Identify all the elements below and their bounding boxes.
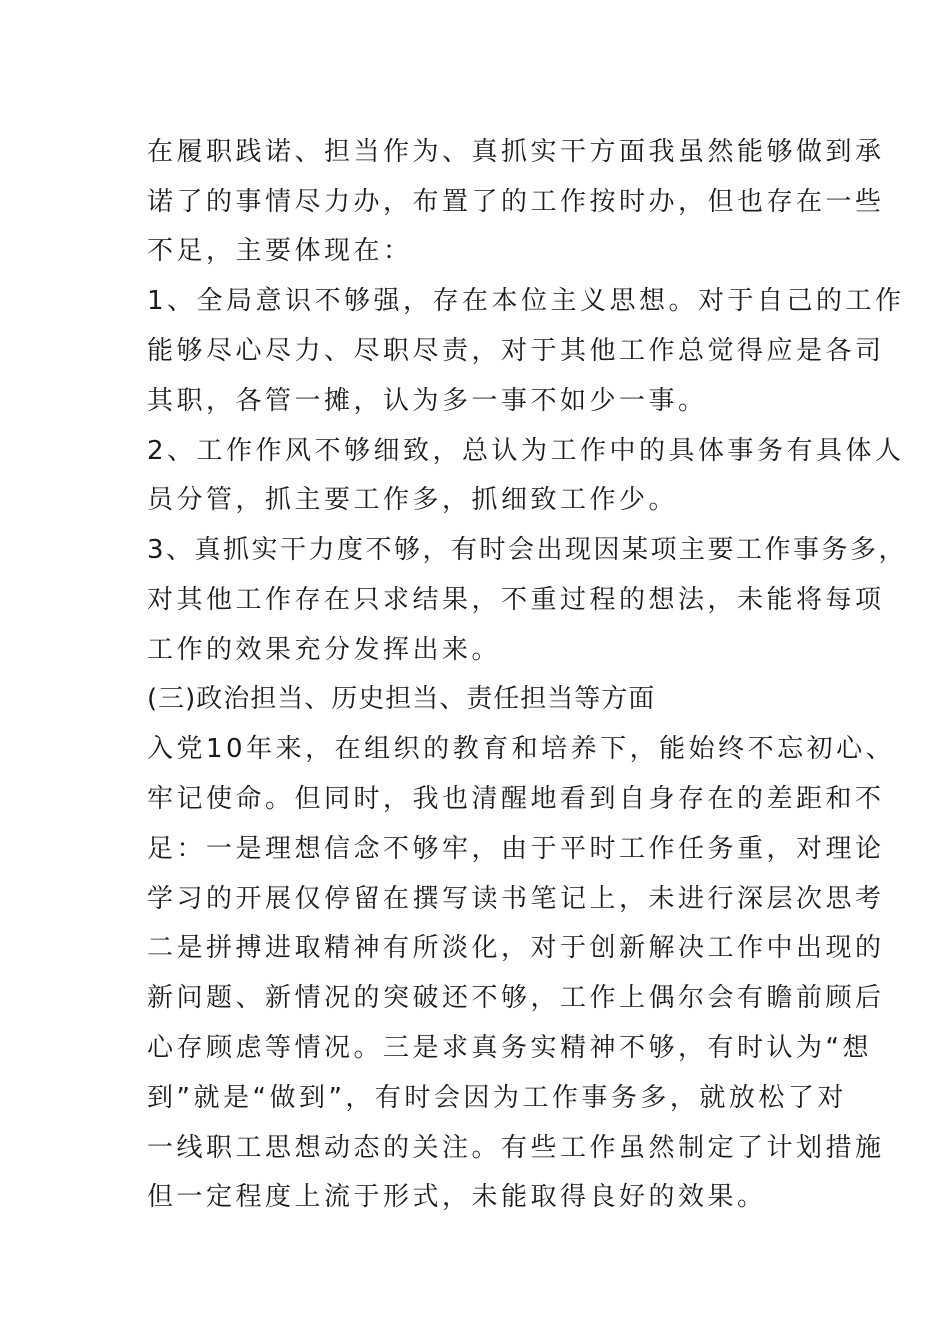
text-line: 学习的开展仅停留在撰写读书笔记上，未进行深层次思考 [147, 884, 885, 914]
text-line: 在履职践诺、担当作为、真抓实干方面我虽然能够做到承 [147, 137, 885, 167]
text-line: 员分管，抓主要工作多，抓细致工作少。 [147, 485, 679, 515]
text-line: 但一定程度上流于形式，未能取得良好的效果。 [147, 1182, 767, 1212]
text-line: 诺了的事情尽力办，布置了的工作按时办，但也存在一些 [147, 187, 885, 217]
text-line: 足：一是理想信念不够牢，由于平时工作任务重，对理论 [147, 834, 885, 864]
text-line: 牢记使命。但同时，我也清醒地看到自身存在的差距和不 [147, 784, 885, 814]
text-line: 其职，各管一摊，认为多一事不如少一事。 [147, 386, 708, 416]
text-line: 入党10年来，在组织的教育和培养下，能始终不忘初心、 [147, 734, 896, 764]
text-line: 心存顾虑等情况。三是求真务实精神不够，有时认为“想 [147, 1033, 872, 1063]
text-line: 工作的效果充分发挥出来。 [147, 635, 502, 665]
text-line: 1、全局意识不够强，存在本位主义思想。对于自己的工作 [147, 286, 905, 316]
text-line: 新问题、新情况的突破还不够，工作上偶尔会有瞻前顾后 [147, 983, 885, 1013]
text-line: 对其他工作存在只求结果，不重过程的想法，未能将每项 [147, 585, 885, 615]
section-heading: (三)政治担当、历史担当、责任担当等方面 [147, 684, 656, 714]
text-line: 一线职工思想动态的关注。有些工作虽然制定了计划措施 [147, 1133, 885, 1163]
text-line: 能够尽心尽力、尽职尽责，对于其他工作总觉得应是各司 [147, 336, 885, 366]
text-line: 不足，主要体现在： [147, 236, 413, 266]
text-line: 2、工作作风不够细致，总认为工作中的具体事务有具体人 [147, 436, 905, 466]
text-line: 到”就是“做到”，有时会因为工作事务多，就放松了对 [147, 1083, 847, 1113]
text-line: 二是拼搏进取精神有所淡化，对于创新解决工作中出现的 [147, 933, 885, 963]
text-line: 3、真抓实干力度不够，有时会出现因某项主要工作事务多， [147, 535, 908, 565]
